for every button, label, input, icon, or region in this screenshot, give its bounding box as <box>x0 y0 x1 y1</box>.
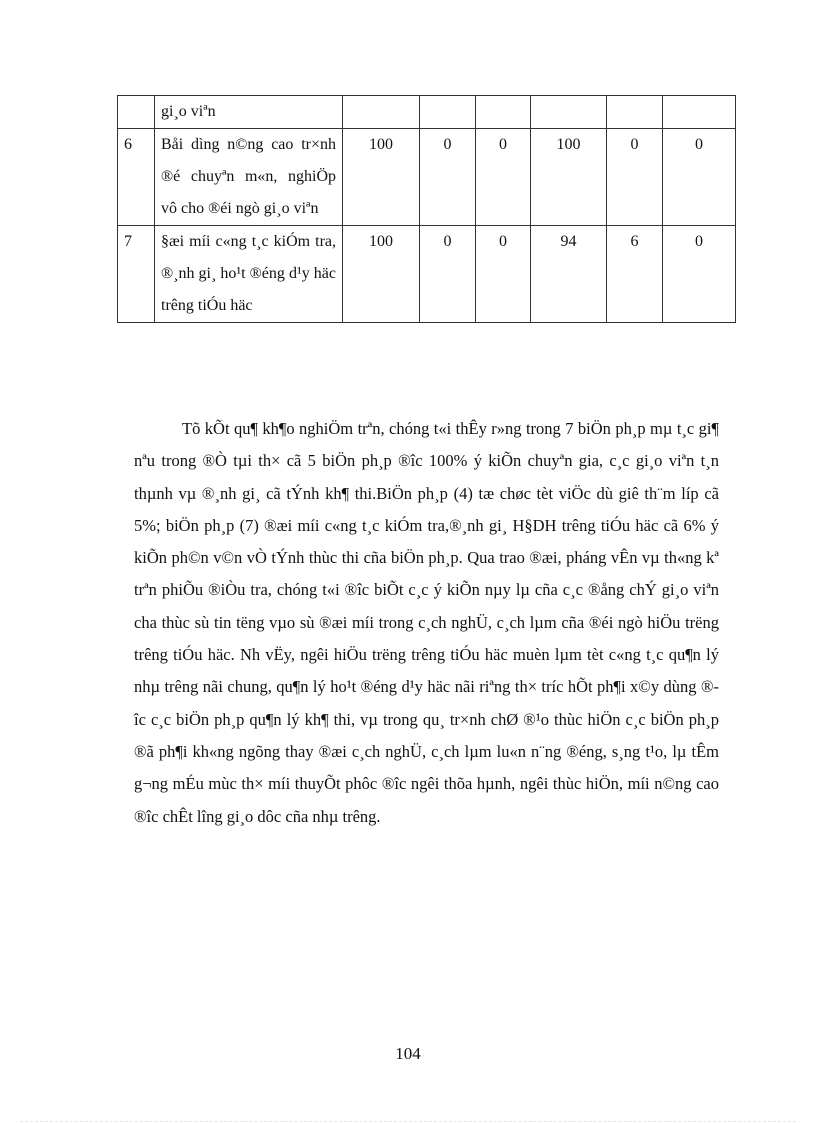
row-number-cell: 7 <box>118 226 155 323</box>
value-cell: 0 <box>476 226 531 323</box>
row-number-cell: 6 <box>118 129 155 226</box>
value-cell: 94 <box>531 226 607 323</box>
value-cell: 100 <box>343 129 420 226</box>
page-number: 104 <box>395 1044 421 1063</box>
value-cell <box>343 96 420 129</box>
value-cell: 0 <box>663 129 736 226</box>
value-cell: 0 <box>420 129 476 226</box>
body-paragraph: Tõ kÕt qu¶ kh¶o nghiÖm trªn, chóng t«i thÊy r»ng trong 7 biÖn ph¸p mµ t¸c gi¶ nªu trong ®Ò tµi th× cã 5 biÖn ph¸p ®îc 100% ý kiÕn chuyªn gia, c¸c gi¸o viªn t¸n thµnh vµ ®¸nh gi¸ cã tÝnh kh¶ thi.BiÖn ph¸p (4) tæ chøc tèt viÖc dù giê th¨m líp cã 5%; biÖn ph¸p (7) ®æi míi c«ng t¸c kiÓm tra,®¸nh gi¸ H§DH trêng tiÓu häc cã 6% ý kiÕn ph©n v©n vÒ tÝnh thùc thi cña biÖn ph¸p. Qua trao ®æi, pháng vÊn vµ th«ng kª trªn phiÕu ®iÒu tra, chóng t«i ®îc biÕt c¸c ý kiÕn nµy lµ cña c¸c ®ång chÝ gi¸o viªn cha thùc sù tin tëng vµo sù ®æi míi trong c¸ch nghÜ, c¸ch lµm cña ®éi ngò hiÖu trëng trêng tiÓu häc. Nh vËy, ngêi hiÖu trëng trêng tiÓu häc muèn lµm tèt c«ng t¸c qu¶n lý nhµ trêng nãi chung, qu¶n lý ho¹t ®éng d¹y häc nãi riªng th× tríc hÕt ph¶i x©y dùng ®îc c¸c biÖn ph¸p qu¶n lý kh¶ thi, vµ trong qu¸ tr×nh chØ ®¹o thùc hiÖn c¸c biÖn ph¸p ®ã ph¶i kh«ng ngõng thay ®æi c¸ch nghÜ, c¸ch lµm lu«n n¨ng ®éng, s¸ng t¹o, lµ tÊm g¬ng mÉu mùc th× míi thuyÕt phôc ®îc ngêi thõa hµnh, ngêi thùc hiÖn, míi n©ng cao ®îc chÊt lîng gi¸o dôc cña nhµ trêng. <box>134 419 719 826</box>
table-row <box>118 226 736 323</box>
page-bottom-divider <box>20 1121 796 1122</box>
value-cell <box>663 96 736 129</box>
value-cell <box>531 96 607 129</box>
value-cell <box>607 96 663 129</box>
measure-cell: Båi dìng n©ng cao tr×nh ®é chuyªn m«n, nghiÖp vô cho ®éi ngò gi¸o viªn <box>155 129 343 226</box>
value-cell: 0 <box>476 129 531 226</box>
value-cell <box>420 96 476 129</box>
value-cell: 100 <box>531 129 607 226</box>
measure-cell: §æi míi c«ng t¸c kiÓm tra, ®¸nh gi¸ ho¹t ®éng d¹y häc trêng tiÓu häc <box>155 226 343 323</box>
value-cell: 0 <box>420 226 476 323</box>
table-row <box>118 129 736 226</box>
value-cell: 0 <box>663 226 736 323</box>
value-cell: 6 <box>607 226 663 323</box>
measure-cell: gi¸o viªn <box>155 96 343 129</box>
value-cell: 100 <box>343 226 420 323</box>
row-number-cell <box>118 96 155 129</box>
survey-results-table <box>117 95 736 323</box>
table-row <box>118 96 736 129</box>
value-cell: 0 <box>607 129 663 226</box>
value-cell <box>476 96 531 129</box>
